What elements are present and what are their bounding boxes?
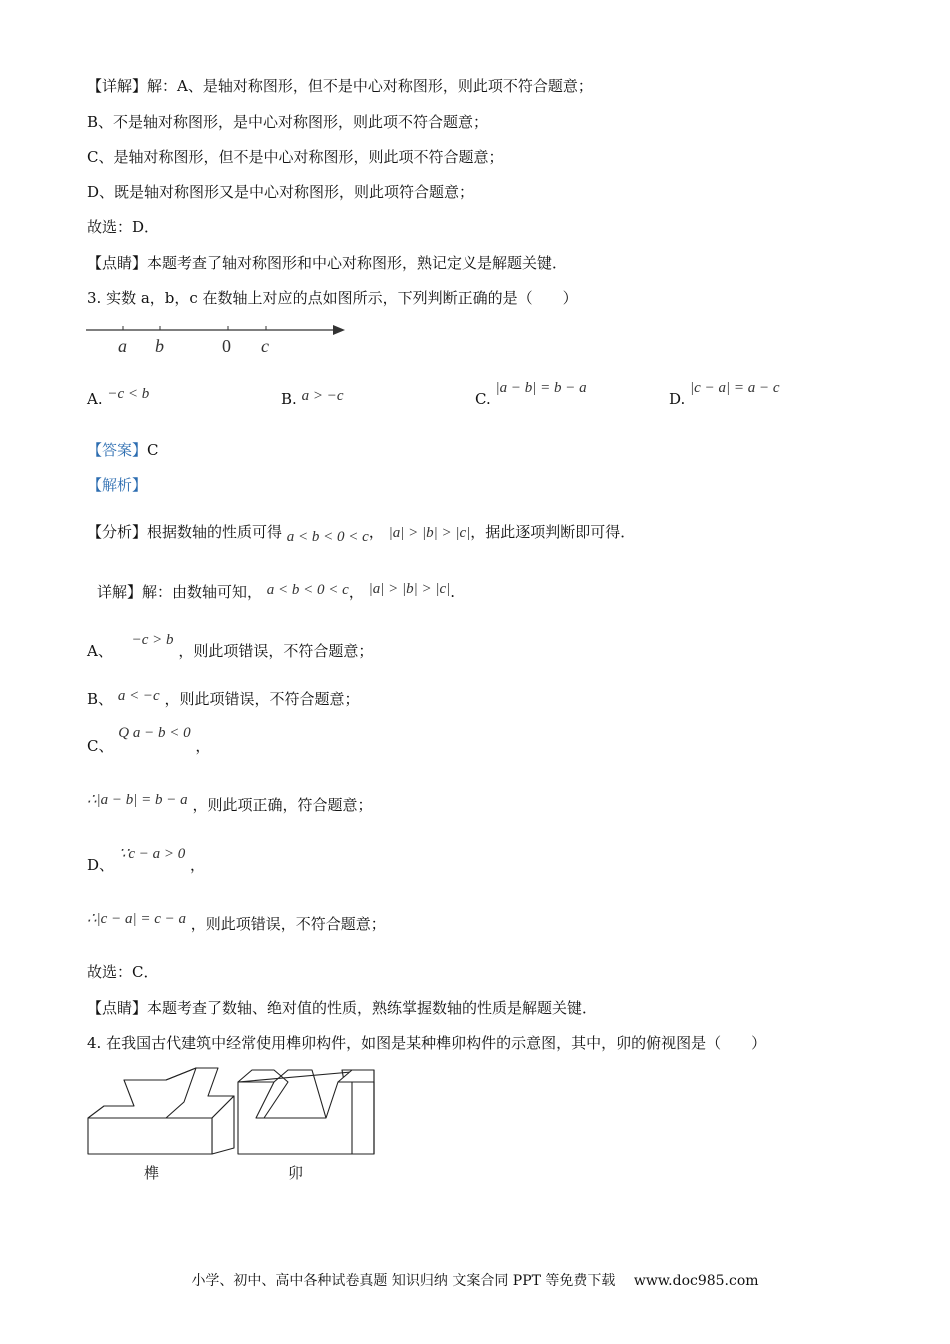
option-a xyxy=(87,386,150,409)
detail-line-2: B、不是轴对称图形，是中心对称图形，则此项不符合题意； xyxy=(87,113,489,131)
label-c: c xyxy=(261,336,269,356)
option-b-letter: B. xyxy=(281,390,297,408)
answer-line xyxy=(87,440,159,460)
detail-line-4: D、既是轴对称图形又是中心对称图形，则此项符合题意； xyxy=(87,183,475,201)
step-b xyxy=(87,689,360,710)
number-line-figure xyxy=(80,318,360,363)
label-0: 0 xyxy=(222,336,231,356)
step-b-math: a < −c xyxy=(117,688,160,704)
detail-conclusion: 故选：D． xyxy=(87,218,160,236)
option-d-math: |c − a| = a − c xyxy=(690,380,780,396)
label-mortise: 卯 xyxy=(288,1166,304,1182)
step-c2-text: ，则此项正确，符合题意； xyxy=(192,796,373,814)
option-d-letter: D. xyxy=(669,390,686,408)
option-c-letter: C. xyxy=(475,390,491,408)
step-d2-text: ，则此项错误，不符合题意； xyxy=(190,915,386,933)
q3-stem: 3. 实数 a，b，c 在数轴上对应的点如图所示，下列判断正确的是（ ） xyxy=(87,289,578,307)
detail-math-2: |a| > |b| > |c| xyxy=(368,581,451,597)
step-d xyxy=(87,846,206,876)
step-d2-math: ∴|c − a| = c − a xyxy=(87,911,186,927)
step-c-conclusion xyxy=(87,792,373,816)
label-tenon: 榫 xyxy=(144,1166,160,1182)
step-a xyxy=(87,632,374,662)
detail-line xyxy=(97,582,455,603)
step-c xyxy=(87,725,211,757)
detail-pre: 详解】解：由数轴可知， xyxy=(97,583,263,601)
q3-conclusion: 故选：C． xyxy=(87,963,159,981)
step-d-comma: ， xyxy=(190,856,206,874)
detail-post: . xyxy=(450,583,456,601)
tenon-top-face xyxy=(88,1068,234,1118)
label-a: a xyxy=(118,336,127,356)
step-c-comma: ， xyxy=(195,737,211,755)
analysis-label: 【解析】 xyxy=(87,476,148,494)
step-d-math: ∵c − a > 0 xyxy=(118,846,186,862)
analysis-line xyxy=(87,522,635,543)
detail-sep: ， xyxy=(348,583,364,601)
option-a-math: −c < b xyxy=(107,386,150,402)
option-c xyxy=(475,380,587,409)
analysis-pre: 【分析】根据数轴的性质可得 xyxy=(87,523,283,541)
step-d-prefix: D、 xyxy=(87,856,115,874)
answer-label: 【答案】 xyxy=(87,441,148,459)
mortise-tenon-figure xyxy=(80,1062,390,1192)
step-b-text: ，则此项错误，不符合题意； xyxy=(164,690,360,708)
step-a-text: ，则此项错误，不符合题意； xyxy=(178,642,374,660)
tenon-front-face xyxy=(88,1118,212,1154)
mortise-body xyxy=(238,1082,374,1154)
q4-stem: 4. 在我国古代建筑中经常使用榫卯构件，如图是某种榫卯构件的示意图，其中，卯的俯视图是（ ） xyxy=(87,1034,767,1052)
option-a-letter: A. xyxy=(87,390,103,408)
detail-remark: 【点睛】本题考查了轴对称图形和中心对称图形，熟记定义是解题关键． xyxy=(87,254,568,272)
answer-value: C xyxy=(147,441,159,459)
step-d-conclusion xyxy=(87,911,386,935)
analysis-post: ，据此逐项判断即可得． xyxy=(470,523,636,541)
analysis-math-2: |a| > |b| > |c| xyxy=(388,525,471,541)
step-b-prefix: B、 xyxy=(87,690,114,708)
step-a-prefix: A、 xyxy=(87,642,113,660)
option-d xyxy=(669,380,780,409)
detail-line-3: C、是轴对称图形，但不是中心对称图形，则此项不符合题意； xyxy=(87,148,504,166)
step-c-math: Q a − b < 0 xyxy=(118,725,191,741)
analysis-sep: ， xyxy=(368,523,384,541)
number-line-arrow xyxy=(333,325,345,335)
step-c2-math: ∴|a − b| = b − a xyxy=(87,792,188,808)
detail-math-1: a < b < 0 < c xyxy=(266,582,349,598)
page-footer: 小学、初中、高中各种试卷真题 知识归纳 文案合同 PPT 等免费下载 www.doc985.com xyxy=(191,1273,759,1289)
option-c-math: |a − b| = b − a xyxy=(495,380,587,396)
q3-remark: 【点睛】本题考查了数轴、绝对值的性质，熟练掌握数轴的性质是解题关键． xyxy=(87,999,598,1017)
option-b xyxy=(281,390,343,409)
detail-line-1: 【详解】解：A、是轴对称图形，但不是中心对称图形，则此项不符合题意； xyxy=(87,77,593,95)
analysis-math-1: a < b < 0 < c xyxy=(286,529,369,545)
label-b: b xyxy=(155,336,164,356)
step-c-prefix: C、 xyxy=(87,737,114,755)
step-a-math: −c > b xyxy=(131,632,174,648)
option-b-math: a > −c xyxy=(301,388,344,404)
